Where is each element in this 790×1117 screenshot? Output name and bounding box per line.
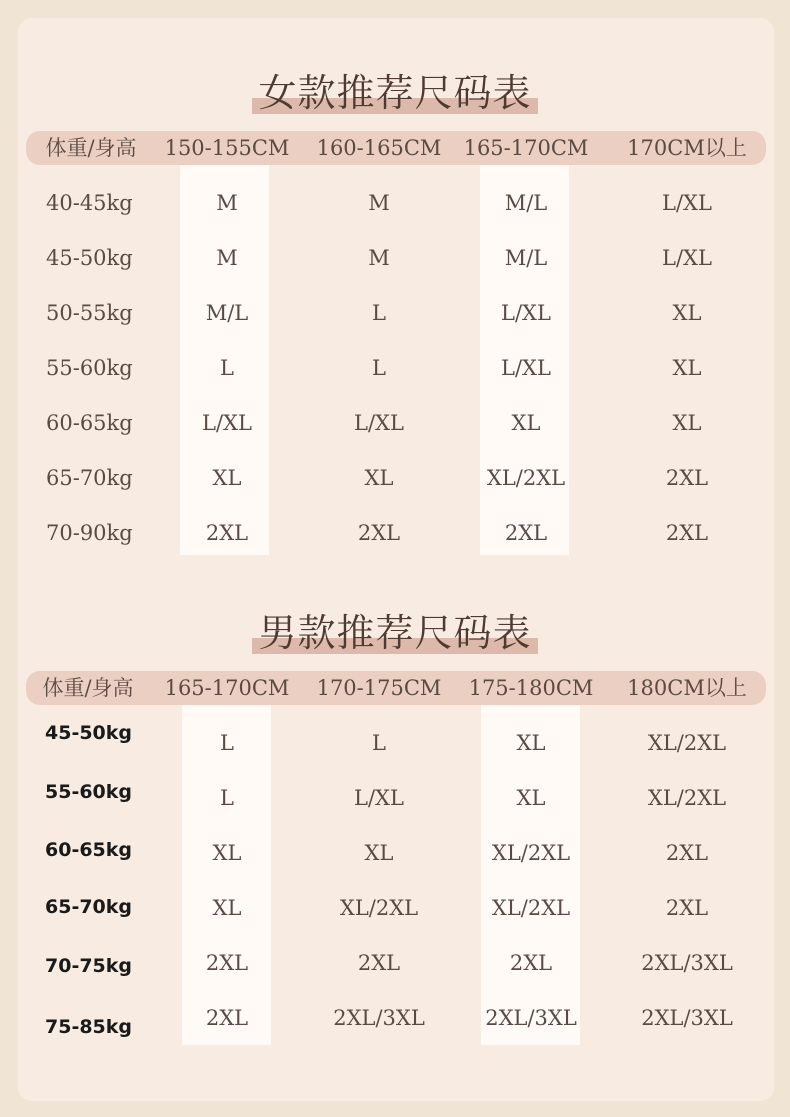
weight-height-header: 体重/身高 bbox=[45, 136, 137, 160]
size-cell: XL bbox=[672, 301, 702, 325]
size-cell: XL bbox=[672, 411, 702, 435]
weight-range-label: 40-45kg bbox=[46, 191, 133, 215]
weight-range-label: 60-65kg bbox=[46, 411, 133, 435]
size-cell: M bbox=[216, 246, 238, 270]
size-cell: XL/2XL bbox=[491, 841, 571, 865]
weight-range-label: 55-60kg bbox=[45, 781, 133, 803]
size-cell: M/L bbox=[504, 191, 548, 215]
weight-range-label: 45-50kg bbox=[46, 246, 133, 270]
size-cell: 2XL bbox=[509, 951, 553, 975]
size-cell: XL bbox=[511, 411, 541, 435]
weight-range-label: 65-70kg bbox=[45, 896, 133, 918]
size-cell: 2XL bbox=[665, 896, 709, 920]
height-range-header: 175-180CM bbox=[468, 676, 594, 700]
size-cell: 2XL bbox=[504, 521, 548, 545]
title-highlight-bar bbox=[252, 98, 537, 114]
size-cell: XL bbox=[516, 786, 546, 810]
men-title-wrap bbox=[0, 602, 790, 657]
size-cell: XL/2XL bbox=[339, 896, 419, 920]
size-cell: 2XL bbox=[205, 951, 249, 975]
size-cell: L bbox=[220, 786, 234, 810]
size-cell: M/L bbox=[205, 301, 249, 325]
size-cell: XL bbox=[672, 356, 702, 380]
height-range-header: 170-175CM bbox=[316, 676, 442, 700]
size-cell: 2XL/3XL bbox=[485, 1006, 577, 1030]
size-cell: XL bbox=[364, 466, 394, 490]
size-cell: 2XL/3XL bbox=[641, 951, 733, 975]
height-range-header: 165-170CM bbox=[463, 136, 589, 160]
size-cell: 2XL/3XL bbox=[641, 1006, 733, 1030]
women-size-chart-title: 女款推荐尺码表 bbox=[252, 62, 537, 117]
size-cell: L bbox=[372, 301, 386, 325]
size-cell: XL/2XL bbox=[647, 786, 727, 810]
height-range-header: 160-165CM bbox=[316, 136, 442, 160]
size-cell: XL/2XL bbox=[491, 896, 571, 920]
height-range-header: 150-155CM bbox=[164, 136, 290, 160]
size-cell: XL bbox=[212, 841, 242, 865]
weight-range-label: 50-55kg bbox=[46, 301, 133, 325]
column-highlight-band bbox=[182, 705, 271, 1045]
size-chart-card bbox=[18, 18, 774, 1101]
size-cell: 2XL bbox=[357, 951, 401, 975]
size-cell: 2XL bbox=[665, 466, 709, 490]
size-cell: M bbox=[368, 191, 390, 215]
column-highlight-band bbox=[481, 705, 580, 1045]
size-cell: L/XL bbox=[501, 301, 551, 325]
weight-range-label: 45-50kg bbox=[45, 722, 133, 744]
size-cell: XL/2XL bbox=[486, 466, 566, 490]
size-cell: 2XL bbox=[205, 521, 249, 545]
size-cell: XL bbox=[516, 731, 546, 755]
size-cell: M bbox=[216, 191, 238, 215]
size-cell: L bbox=[220, 731, 234, 755]
size-cell: M bbox=[368, 246, 390, 270]
men-size-chart-title: 男款推荐尺码表 bbox=[252, 602, 537, 657]
size-cell: L/XL bbox=[501, 356, 551, 380]
size-cell: XL/2XL bbox=[647, 731, 727, 755]
size-cell: 2XL bbox=[665, 521, 709, 545]
women-title-wrap bbox=[0, 62, 790, 117]
size-cell: L/XL bbox=[354, 786, 404, 810]
size-cell: XL bbox=[212, 466, 242, 490]
size-cell: L bbox=[372, 731, 386, 755]
size-cell: XL bbox=[364, 841, 394, 865]
size-cell: L bbox=[372, 356, 386, 380]
weight-range-label: 70-90kg bbox=[46, 521, 133, 545]
height-range-header: 170CM以上 bbox=[627, 136, 747, 160]
weight-range-label: 55-60kg bbox=[46, 356, 133, 380]
size-cell: M/L bbox=[504, 246, 548, 270]
title-highlight-bar bbox=[252, 638, 537, 654]
weight-range-label: 70-75kg bbox=[45, 955, 133, 977]
weight-height-header: 体重/身高 bbox=[42, 676, 134, 700]
size-cell: 2XL/3XL bbox=[333, 1006, 425, 1030]
height-range-header: 180CM以上 bbox=[627, 676, 747, 700]
size-cell: L/XL bbox=[662, 191, 712, 215]
size-cell: 2XL bbox=[665, 841, 709, 865]
weight-range-label: 65-70kg bbox=[46, 466, 133, 490]
size-cell: L bbox=[220, 356, 234, 380]
height-range-header: 165-170CM bbox=[164, 676, 290, 700]
weight-range-label: 60-65kg bbox=[45, 839, 133, 861]
weight-range-label: 75-85kg bbox=[45, 1016, 133, 1038]
size-cell: L/XL bbox=[354, 411, 404, 435]
size-cell: 2XL bbox=[205, 1006, 249, 1030]
size-cell: XL bbox=[212, 896, 242, 920]
size-cell: L/XL bbox=[662, 246, 712, 270]
size-cell: L/XL bbox=[202, 411, 252, 435]
size-cell: 2XL bbox=[357, 521, 401, 545]
